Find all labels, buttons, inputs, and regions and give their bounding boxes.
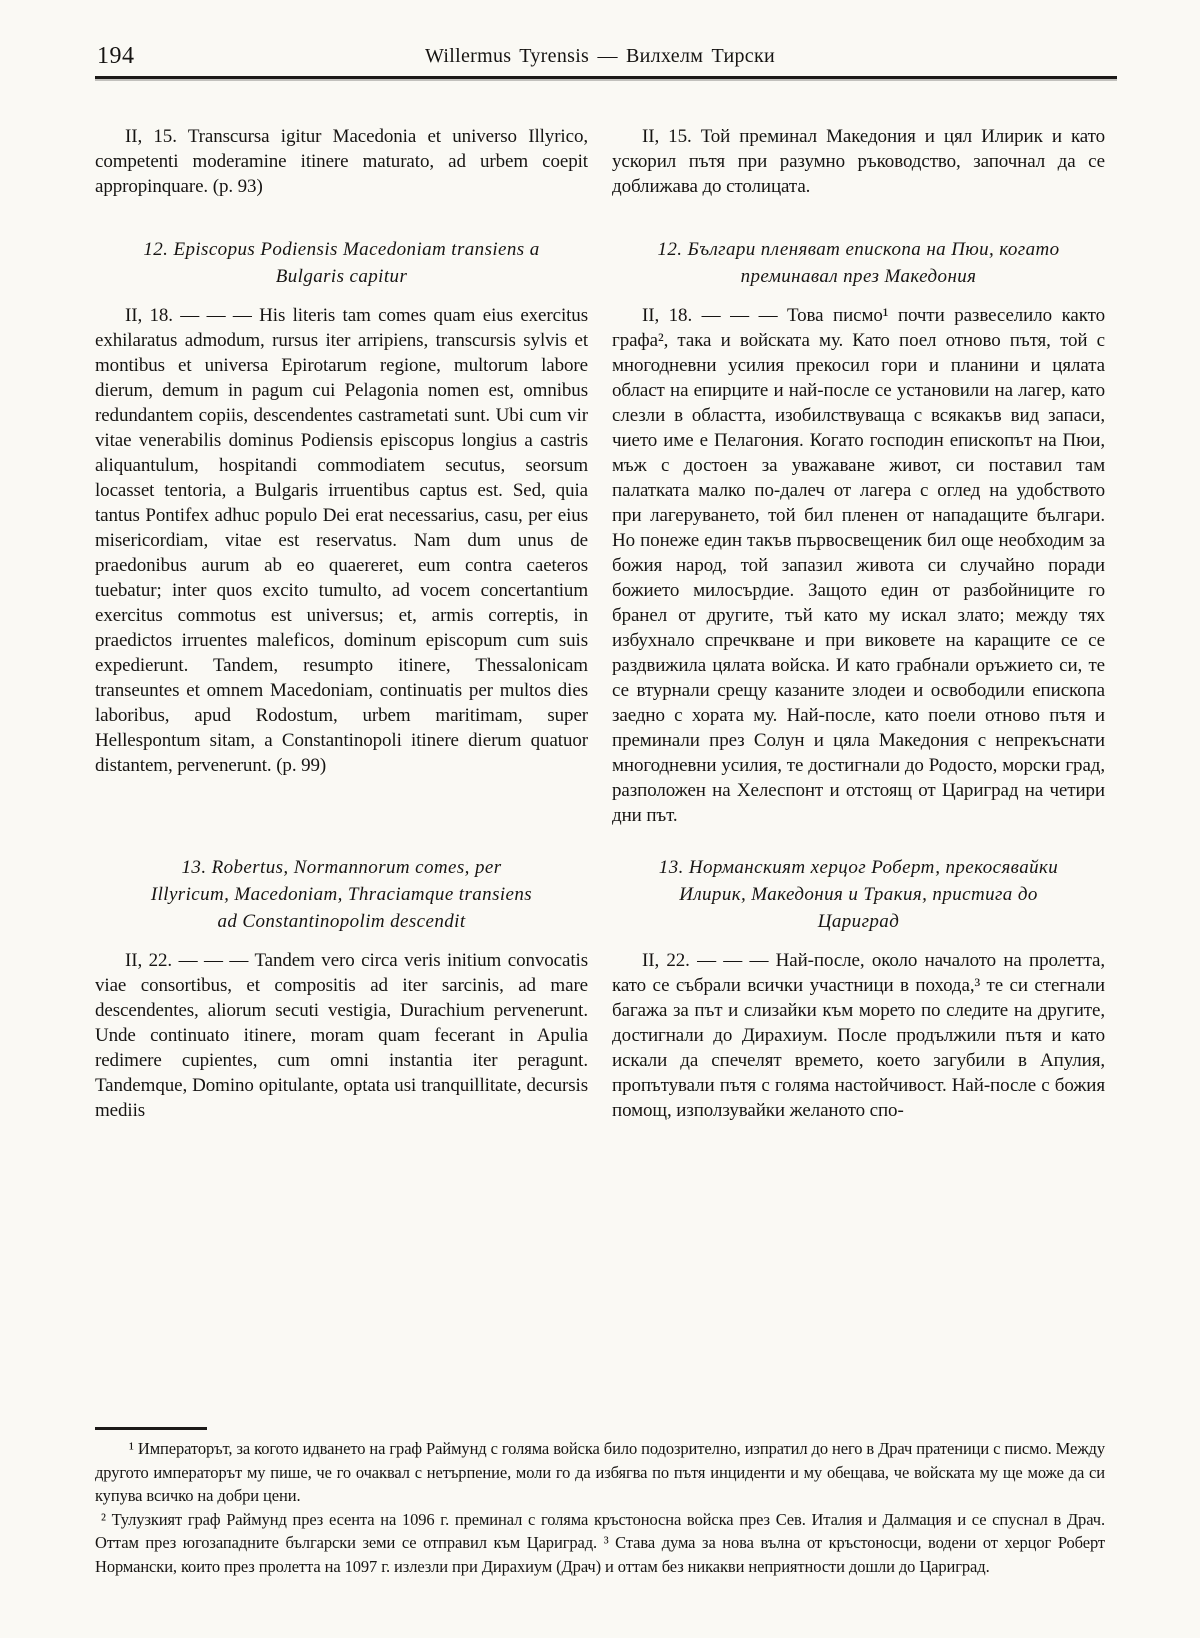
bulgarian-para-ii15: II, 15. Той преминал Македония и цял Илирик и като ускорил пътя при разумно ръководство, започнал да се доближава до столицата. <box>612 126 1105 197</box>
footnote-1: ¹ Императорът, за когото идването на граф Раймунд с голяма войска било подозрително, изпратил до него в Драч пратеници с писмо. Между другото императорът му пише, че го очаквал с нетърпение, моли го да избягва по пътя инциденти и му обещава, че войската му ще може да си купува всичко на добри цени. <box>95 1439 1105 1505</box>
page-number: 194 <box>97 43 135 69</box>
running-head <box>95 38 1105 70</box>
bulgarian-heading-13 <box>612 854 1105 935</box>
bulgarian-heading-12 <box>612 236 1105 290</box>
row-ii15 <box>95 105 1105 218</box>
bulgarian-heading-12-text: 12. Българи пленяват епископа на Пюи, когато преминавал през Македония <box>657 239 1060 287</box>
latin-heading-13 <box>95 854 588 935</box>
running-title: Willermus Tyrensis — Вилхелм Тирски <box>425 45 775 67</box>
bulgarian-para-ii22: II, 22. — — — Най-после, около началото на пролетта, като се събрали всички участници в похода,³ те си стегнали багажа за път и слизайки към морето по следите на другите, достигнали до Дирахиум. После продължили пътя и като искали да спечелят времето, което загубили в Апулия, пропътували пътя с голяма настойчивост. Най-после с божия помощ, използувайки желаното спо- <box>612 950 1105 1121</box>
latin-heading-12 <box>95 236 588 290</box>
row-ii22 <box>95 948 1105 1123</box>
latin-heading-13-text: 13. Robertus, Normannorum comes, per Illyricum, Macedoniam, Thraciamque transiens ad Constantinopolim descendit <box>150 857 533 932</box>
footnote-3: ³ Става дума за нова вълна от кръстоносци, водени от херцог Роберт Нормански, които през пролетта на 1097 г. излезли при Дирахиум (Драч) и оттам без никакви неприятности дошли до Цариград. <box>95 1533 1105 1576</box>
bulgarian-para-ii18: II, 18. — — — Това писмо¹ почти развеселило както графа², така и войската му. Като поел отново пътя, той с многодневни усилия прекосил гори и планини и цялата област на епирците и най-после се установили на лагер, като слезли в областта, изобилствуваща с всякакъв вид запаси, чието име е Пелагония. Когато господин епископът на Пюи, мъж с достоен за уважаване живот, си поставил там палатката малко по-далеч от лагера с оглед на удобството при лагеруването, той бил пленен от нападащите българи. Но понеже един такъв първосвещеник бил още необходим за божия народ, той запазил живота си случайно поради божието милосърдие. Защото един от разбойниците го бранел от другите, тъй като му искал злато; между тях избухнало спречкване и при виковете на каращите се се раздвижила цялата войска. И като грабнали оръжието си, те се втурнали срещу казаните злодеи и освободили епископа заедно с хората му. Най-после, като поели отново пътя и преминали през Солун и цяла Македония с непрекъснати многодневни усилия, те достигнали до Родосто, морски град, разположен на Хелеспонт и отстоящ от Цариград на четири дни път. <box>612 305 1105 826</box>
row-ii18 <box>95 303 1105 828</box>
latin-para-ii22: II, 22. — — — Tandem vero circa veris initium convocatis viae consortibus, et compositis ad iter sarcinis, ad mare descendentes, aliorum secuti vestigia, Durachium pervenerunt. Unde continuato itinere, moram quam fecerant in Apulia redimere cupientes, cum omni instantia iter peragunt. Tandemque, Domino opitulante, optata usi tranquillitate, decursis mediis <box>95 950 588 1121</box>
latin-heading-12-text: 12. Episcopus Podiensis Macedoniam transiens a Bulgaris capitur <box>143 239 540 287</box>
bulgarian-heading-13-text: 13. Норманският херцог Роберт, прекосявайки Илирик, Македония и Тракия, пристига до Цариград <box>658 857 1059 932</box>
footnote-2-3 <box>95 1508 1105 1579</box>
latin-para-ii15: II, 15. Transcursa igitur Macedonia et universo Illyrico, competenti moderamine itinere maturato, ad urbem coepit appropinquare. (p. 93) <box>95 126 588 197</box>
footnote-rule <box>95 1427 207 1430</box>
row-heading-12 <box>95 236 1105 290</box>
row-heading-13 <box>95 854 1105 935</box>
footnote-2: ² Тулузкият граф Раймунд през есента на 1096 г. преминал с голяма кръстоносна войска през Сев. Италия и Далмация и се спуснал в Драч. Оттам през югозападните български земи се отправил към Цариград. <box>95 1509 1105 1552</box>
parallel-text <box>95 79 1105 1123</box>
latin-para-ii18: II, 18. — — — His literis tam comes quam eius exercitus exhilaratus admodum, rursus iter arripiens, transcursis sylvis et montibus et universa Epirotarum regione, multorum labore dierum, demum in pagum cui Pelagonia nomen est, omnibus redundantem copiis, descendentes castrametati sunt. Ubi cum vir vitae venerabilis dominus Podiensis episcopus longius a castris aliquantulum, hospitandi commodiatem secutus, seorsum locasset tentoria, a Bulgaris irruentibus captus est. Sed, quia tantus Pontifex adhuc populo Dei erat necessarius, casu, per eius misericordiam, vitae est reservatus. Nam dum unus de praedonibus aurum ab eo quaereret, eum contra caeteros tuebatur; inter quos excito tumulto, ad vocem concertantium exercitus commotus est universus; et, armis correptis, in praedictos irruentes maleficos, dominum episcopum cum suis expedierunt. Tandem, resumpto itinere, Thessalonicam transeuntes et omnem Macedoniam, continuatis per multos dies laboribus, apud Rodostum, urbem maritimam, super Hellespontum sitam, a Constantinopoli itinere dierum quatuor distantem, pervenerunt. (p. 99) <box>95 305 588 776</box>
footnotes-section <box>95 1427 1105 1578</box>
